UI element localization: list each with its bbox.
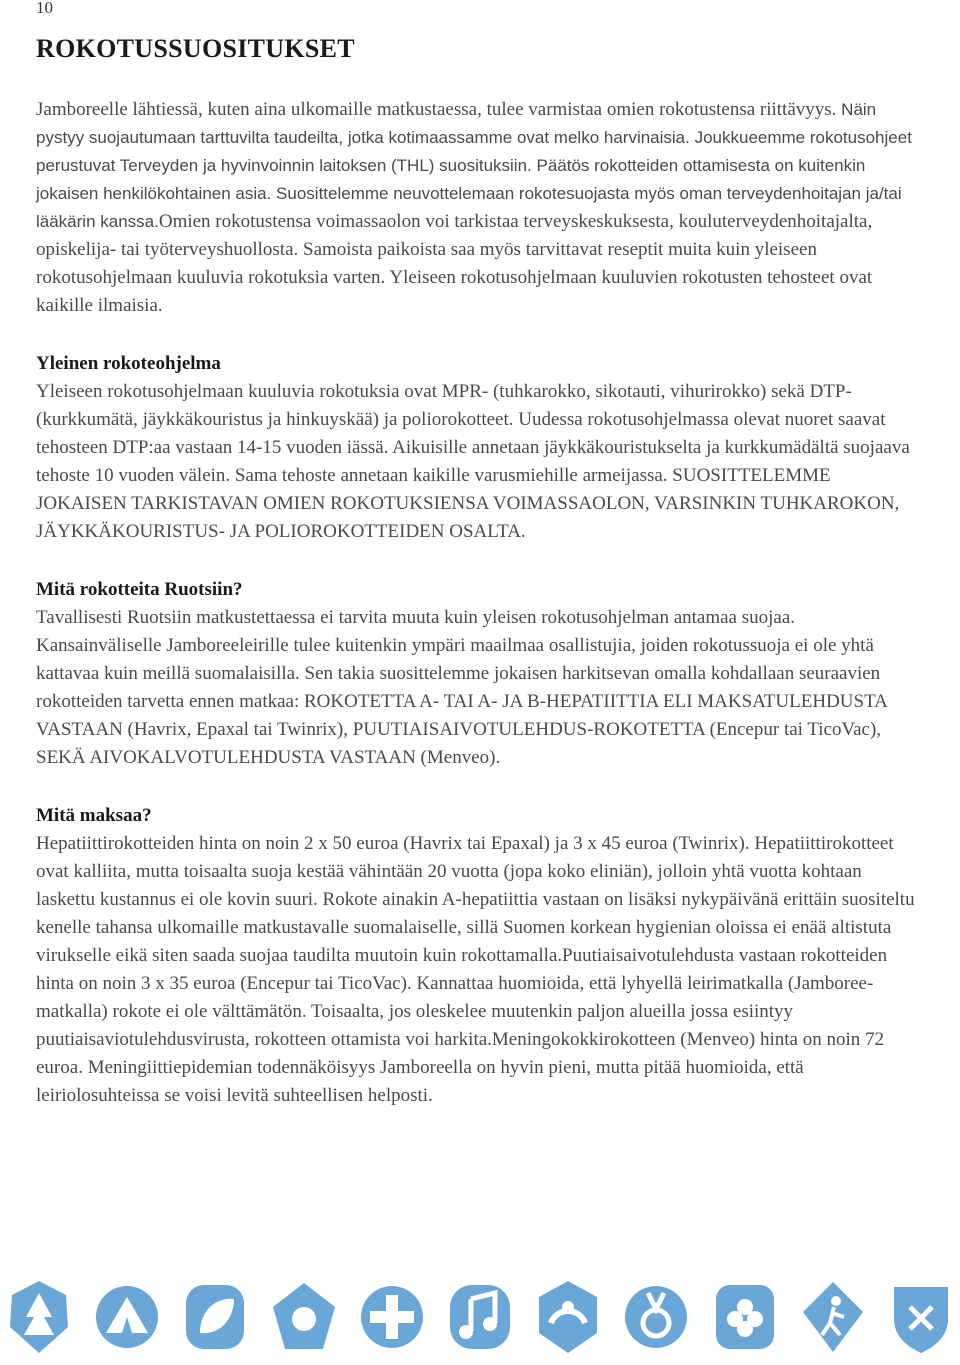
section-body-sweden: Tavallisesti Ruotsiin matkustettaessa ei tarvita muuta kuin yleisen rokotusohjelman antamaa suojaa. Kansainväliselle Jamboreeleirille tulee kuitenkin ympäri maailmaa osallistujia, joiden rokotussuoja ei ole yhtä kattavaa kuin meillä suomalaisilla. Sen takia suosittelemme jokaisen harkitsevan omalla kohdallaan seuraavien rokotteiden tarvetta ennen matkaa: ROKOTETTA A- TAI A- JA B-HEPATIITTIA ELI MAKSATULEHDUSTA VASTAAN (Havrix, Epaxal tai Twinrix), PUUTIAISAIVOTULEHDUS-ROKOTETTA (Encepur tai TicoVac), SEKÄ AIVOKALVOTULEHDUSTA VASTAAN (Menveo). [36,607,887,768]
section-heading-general: Yleinen rokoteohjelma [36,353,221,374]
intro-sentence-1: Jamboreelle lähtiessä, kuten aina ulkomaille matkustaessa, tulee varmistaa omien rokotustensa riittävyys. [36,99,842,120]
music-badge-icon [445,1277,515,1357]
tent-badge-icon [92,1277,162,1357]
section-heading-sweden: Mitä rokotteita Ruotsiin? [36,579,243,600]
tree-badge-icon [4,1277,74,1357]
cross-badge-icon [357,1277,427,1357]
medal-badge-icon [621,1277,691,1357]
intro-sentence-3: Omien rokotustensa voimassaolon voi tarkistaa terveyskeskuksesta, kouluterveydenhoitajalta, opiskelija- tai työterveyshuollosta. Samoista paikoista saa myös tarvittavat reseptit muita kuin yleiseen rokotusohjelmaan kuuluvia rokotuksia varten. Yleiseen rokotusohjelmaan kuuluvien rokotusten tehosteet ovat kaikille ilmaisia. [36,211,873,316]
leaf-badge-icon [180,1277,250,1357]
section-body-cost: Hepatiittirokotteiden hinta on noin 2 x 50 euroa (Havrix tai Epaxal) ja 3 x 45 euroa (Twinrix). Hepatiittirokotteet ovat kalliita, mutta toisaalta suoja kestää vähintään 20 vuotta (jopa koko eliniän), jolloin yhtä vuotta kohtaan laskettu kustannus ei ole kovin suuri. Rokote ainakin A-hepatiittia vastaan on lisäksi nykypäivänä erittäin suositeltu kenelle tahansa ulkomaille matkustavalle suomalaiselle, sillä Suomen korkean hygienian oloissa ei enää altistuta virukselle eikä siten saada suojaa taudilta muutoin kuin rokottamalla.Puutiaisaivotulehdusta vastaan rokotteiden hinta on noin 3 x 35 euroa (Encepur tai TicoVac). Kannattaa huomioida, että lyhyellä leirimatkalla (Jamboreematkalla) rokote ei ole välttämätön. Toisaalta, jos oleskelee muutenkin paljon alueilla jossa esiintyy puutiaisaviotulehdusvirusta, rokotteen ottamista voi harkita.Meningokokkirokotteen (Menveo) hinta on noin 72 euroa. Meningiittiepidemian todennäköisyys Jamboreella on hyvin pieni, mutta pitää huomioida, että leiriolosuhteissa se voisi levitä suhteellisen helposti. [36,833,915,1106]
page-number: 10 [36,0,53,17]
pentagon-badge-icon [269,1277,339,1357]
flower-badge-icon [710,1277,780,1357]
shield-badge-icon [886,1277,956,1357]
section-body-general: Yleiseen rokotusohjelmaan kuuluvia rokotuksia ovat MPR- (tuhkarokko, sikotauti, vihurirokko) sekä DTP- (kurkkumätä, jäykkäkouristus ja hinkuyskää) ja poliorokotteet. Uudessa rokotusohjelmassa olevat nuoret saavat tehosteen DTP:aa vastaan 14-15 vuoden iässä. Aikuisille annetaan jäykkäkouristukselta ja kurkkumädältä suojaava tehoste 10 vuoden välein. Sama tehoste annetaan kaikille varusmiehille armeijassa. SUOSITTELEMME JOKAISEN TARKISTAVAN OMIEN ROKOTUKSIENSA VOIMASSAOLON, VARSINKIN TUHKAROKON, JÄYKKÄKOURISTUS- JA POLIOROKOTTEIDEN OSALTA. [36,381,910,542]
document-body [36,96,920,1110]
hands-badge-icon [533,1277,603,1357]
section-heading-cost: Mitä maksaa? [36,805,152,826]
intro-paragraph [36,96,920,320]
page-title: ROKOTUSSUOSITUKSET [36,34,355,63]
hiker-badge-icon [798,1277,868,1357]
footer-badge-strip [0,1268,960,1365]
intro-sentence-2: Näin pystyy suojautumaan tarttuvilta taudeilta, jotka kotimaassamme ovat melko harvinaisia. Joukkueemme rokotusohjeet perustuvat Terveyden ja hyvinvoinnin laitoksen (THL) suosituksiin. Päätös rokotteiden ottamisesta on kuitenkin jokaisen henkilökohtainen asia. Suosittelemme neuvottelemaan rokotesuojasta myös oman terveydenhoitajan ja/tai lääkärin kanssa. [36,100,912,231]
